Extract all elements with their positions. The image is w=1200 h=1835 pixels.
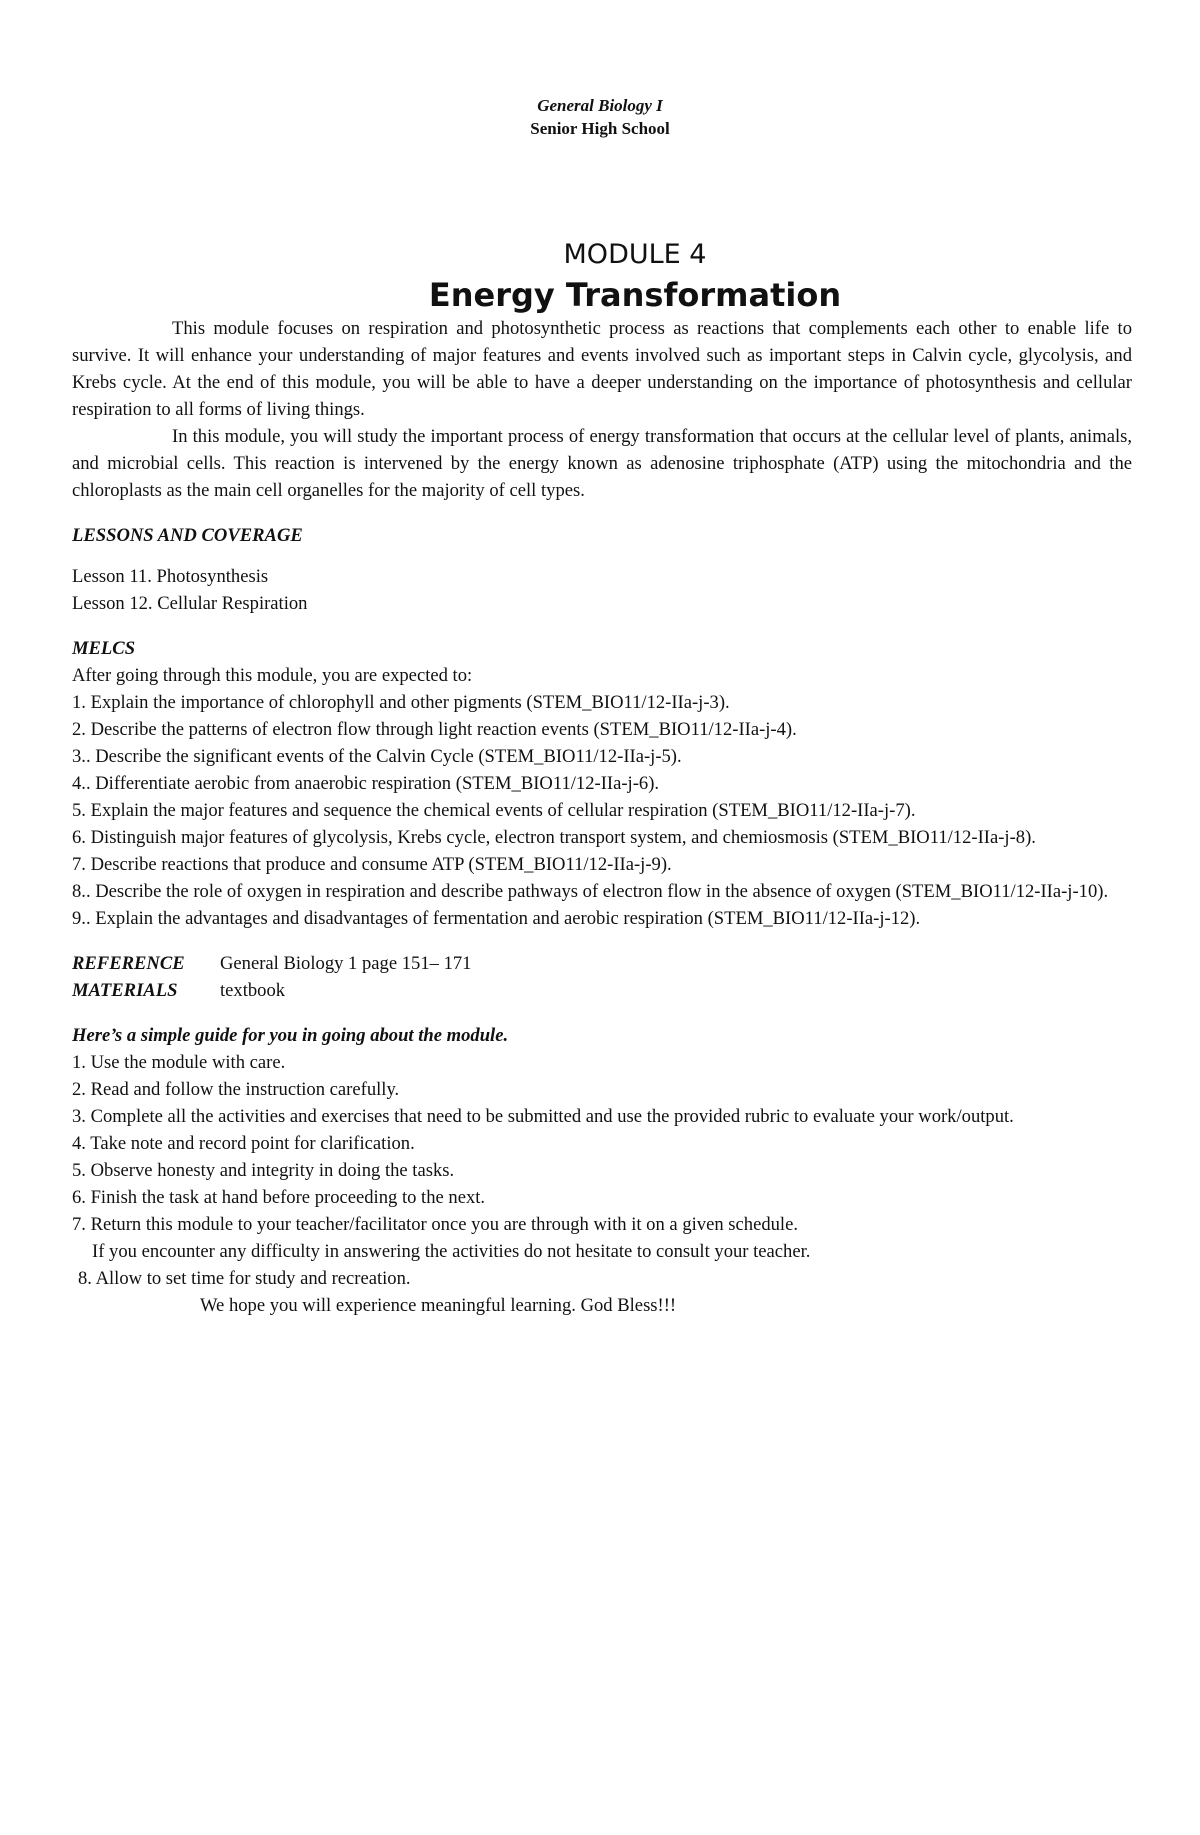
guide-item: 1. Use the module with care. <box>72 1052 286 1073</box>
intro-paragraph-2: In this module, you will study the important process of energy transformation that occurs at the cellular level of plants, animals, and microbial cells. This reaction is intervened by the energy known as adenosine triphosphate (ATP) using the mitochondria and the chloroplasts as the main cell organelles for the majority of cell types. <box>72 426 1132 501</box>
melcs-item: 3.. Describe the significant events of the Calvin Cycle (STEM_BIO11/12-IIa-j-5). <box>72 746 682 767</box>
guide-item: 7. Return this module to your teacher/facilitator once you are through with it on a given schedule. <box>72 1214 798 1235</box>
module-label: MODULE 4 <box>563 239 707 270</box>
melcs-item: 1. Explain the importance of chlorophyll and other pigments (STEM_BIO11/12-IIa-j-3). <box>72 692 730 713</box>
materials-label: MATERIALS <box>72 980 178 1001</box>
materials-value: textbook <box>220 980 286 1001</box>
melcs-item: 7. Describe reactions that produce and consume ATP (STEM_BIO11/12-IIa-j-9). <box>72 854 672 875</box>
lesson-item: Lesson 12. Cellular Respiration <box>72 593 308 614</box>
melcs-heading: MELCS <box>72 638 136 659</box>
closing-message: We hope you will experience meaningful learning. God Bless!!! <box>200 1295 677 1316</box>
guide-item: 4. Take note and record point for clarification. <box>72 1133 415 1154</box>
school-level: Senior High School <box>530 119 670 138</box>
materials-row <box>72 977 1132 1004</box>
melcs-item: 6. Distinguish major features of glycolysis, Krebs cycle, electron transport system, and chemiosmosis (STEM_BIO11/12-IIa-j-8). <box>72 827 1036 848</box>
guide-item: 6. Finish the task at hand before proceeding to the next. <box>72 1187 486 1208</box>
module-title: Energy Transformation <box>428 276 842 314</box>
reference-label: REFERENCE <box>72 953 185 974</box>
guide-heading: Here’s a simple guide for you in going about the module. <box>72 1025 509 1046</box>
reference-row <box>72 950 1132 977</box>
guide-item: 3. Complete all the activities and exercises that need to be submitted and use the provided rubric to evaluate your work/output. <box>72 1106 1014 1127</box>
lessons-heading: LESSONS AND COVERAGE <box>72 525 303 546</box>
melcs-item: 2. Describe the patterns of electron flow through light reaction events (STEM_BIO11/12-IIa-j-4). <box>72 719 797 740</box>
reference-value: General Biology 1 page 151– 171 <box>220 953 472 974</box>
intro-paragraph-1: This module focuses on respiration and photosynthetic process as reactions that complements each other to enable life to survive. It will enhance your understanding of major features and events involved such as important steps in Calvin cycle, glycolysis, and Krebs cycle. At the end of this module, you will be able to have a deeper understanding on the importance of photosynthesis and cellular respiration to all forms of living things. <box>72 318 1132 420</box>
guide-note: If you encounter any difficulty in answering the activities do not hesitate to consult your teacher. <box>92 1241 811 1262</box>
melcs-item: 8.. Describe the role of oxygen in respiration and describe pathways of electron flow in the absence of oxygen (STEM_BIO11/12-IIa-j-10). <box>72 881 1109 902</box>
melcs-item: 5. Explain the major features and sequence the chemical events of cellular respiration (STEM_BIO11/12-IIa-j-7). <box>72 800 916 821</box>
guide-item: 5. Observe honesty and integrity in doing the tasks. <box>72 1160 455 1181</box>
melcs-item: 4.. Differentiate aerobic from anaerobic respiration (STEM_BIO11/12-IIa-j-6). <box>72 773 660 794</box>
course-title: General Biology I <box>537 96 663 115</box>
module-content <box>72 315 1132 1319</box>
lesson-item: Lesson 11. Photosynthesis <box>72 566 269 587</box>
guide-item: 2. Read and follow the instruction carefully. <box>72 1079 400 1100</box>
guide-item: 8. Allow to set time for study and recreation. <box>78 1268 411 1289</box>
melcs-intro: After going through this module, you are expected to: <box>72 665 473 686</box>
melcs-item: 9.. Explain the advantages and disadvantages of fermentation and aerobic respiration (STEM_BIO11/12-IIa-j-12). <box>72 908 921 929</box>
